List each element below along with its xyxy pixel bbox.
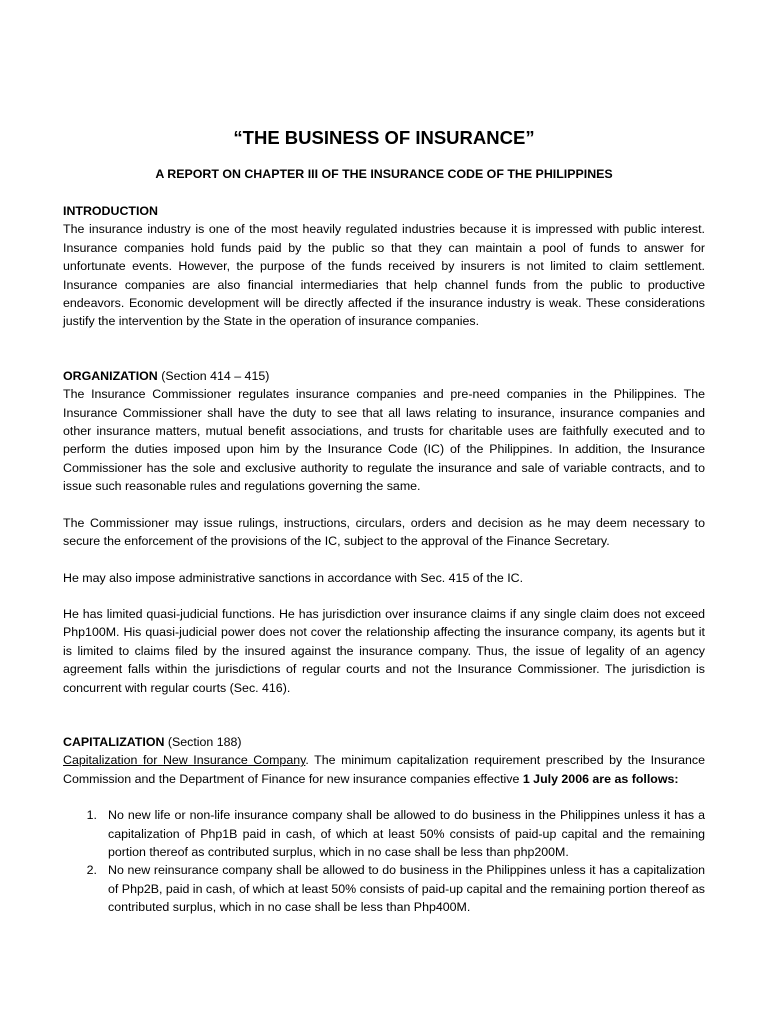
capitalization-heading-label: CAPITALIZATION <box>63 734 165 749</box>
capitalization-section-ref: (Section 188) <box>164 734 242 749</box>
capitalization-intro-bold: 1 July 2006 are as follows: <box>522 771 679 786</box>
organization-heading-label: ORGANIZATION <box>63 368 158 383</box>
organization-paragraph-3: He may also impose administrative sanctions in accordance with Sec. 415 of the IC. <box>63 570 524 585</box>
list-item <box>63 861 705 916</box>
capitalization-heading <box>63 733 705 751</box>
document-title: “THE BUSINESS OF INSURANCE” <box>233 127 535 148</box>
list-item-number: 2. <box>86 863 97 878</box>
list-item-text: No new life or non-life insurance company shall be allowed to do business in the Philippines unless it has a capitalization of Php1B paid in cash, of which at least 50% consists of paid-up capital and the remaining portion thereof as contributed surplus, which in no case shall be less than php200M. <box>108 808 705 859</box>
organization-paragraph-2: The Commissioner may issue rulings, instructions, circulars, orders and decision as he may deem necessary to secure the enforcement of the provisions of the IC, subject to the approval of the Finance Secretary. <box>63 515 705 549</box>
document-subtitle: A REPORT ON CHAPTER III OF THE INSURANCE CODE OF THE PHILIPPINES <box>155 167 613 181</box>
introduction-heading: INTRODUCTION <box>63 204 158 218</box>
organization-heading <box>63 367 705 385</box>
organization-section-ref: (Section 414 – 415) <box>157 368 270 383</box>
list-item-number: 1. <box>86 808 97 823</box>
capitalization-list <box>63 806 705 916</box>
document-body <box>63 202 705 917</box>
capitalization-intro <box>63 751 705 788</box>
organization-paragraph-1: The Insurance Commissioner regulates insurance companies and pre-need companies in the Philippines. The Insurance Commissioner shall have the duty to see that all laws relating to insurance, insurance companies and other insurance matters, mutual benefit associations, and trusts for charitable uses are faithfully executed and to perform the duties imposed upon him by the Insurance Code (IC) of the Philippines. In addition, the Insurance Commissioner has the sole and exclusive authority to regulate the insurance and sale of variable contracts, and to issue such reasonable rules and regulations governing the same. <box>63 387 705 494</box>
capitalization-intro-text: . The minimum capitalization requirement prescribed by the Insurance Commission and the Department of Finance for new insurance companies effective <box>63 753 705 786</box>
capitalization-subheading: Capitalization for New Insurance Company <box>63 753 306 768</box>
organization-paragraph-4: He has limited quasi-judicial functions. He has jurisdiction over insurance claims if any single claim does not exceed Php100M. His quasi-judicial power does not cover the relationship affecting the insurance company, its agents but it is limited to claims filed by the insured against the insurance company. Thus, the issue of legality of an agency agreement falls within the jurisdictions of regular courts and not the Insurance Commissioner. The jurisdiction is concurrent with regular courts (Sec. 416). <box>63 606 705 695</box>
list-item-text: No new reinsurance company shall be allowed to do business in the Philippines unless it has a capitalization of Php2B, paid in cash, of which at least 50% consists of paid-up capital and the remaining portion thereof as contributed surplus, which in no case shall be less than Php400M. <box>108 863 705 915</box>
introduction-paragraph: The insurance industry is one of the most heavily regulated industries because it is impressed with public interest. Insurance companies hold funds paid by the public so that they can maintain a pool of funds to answer for unfortunate events. However, the purpose of the funds received by insurers is not limited to claim settlement. Insurance companies are also financial intermediaries that help channel funds from the public to productive endeavors. Economic development will be directly affected if the insurance industry is weak. These considerations justify the intervention by the State in the operation of insurance companies. <box>63 222 705 329</box>
list-item <box>63 806 705 861</box>
